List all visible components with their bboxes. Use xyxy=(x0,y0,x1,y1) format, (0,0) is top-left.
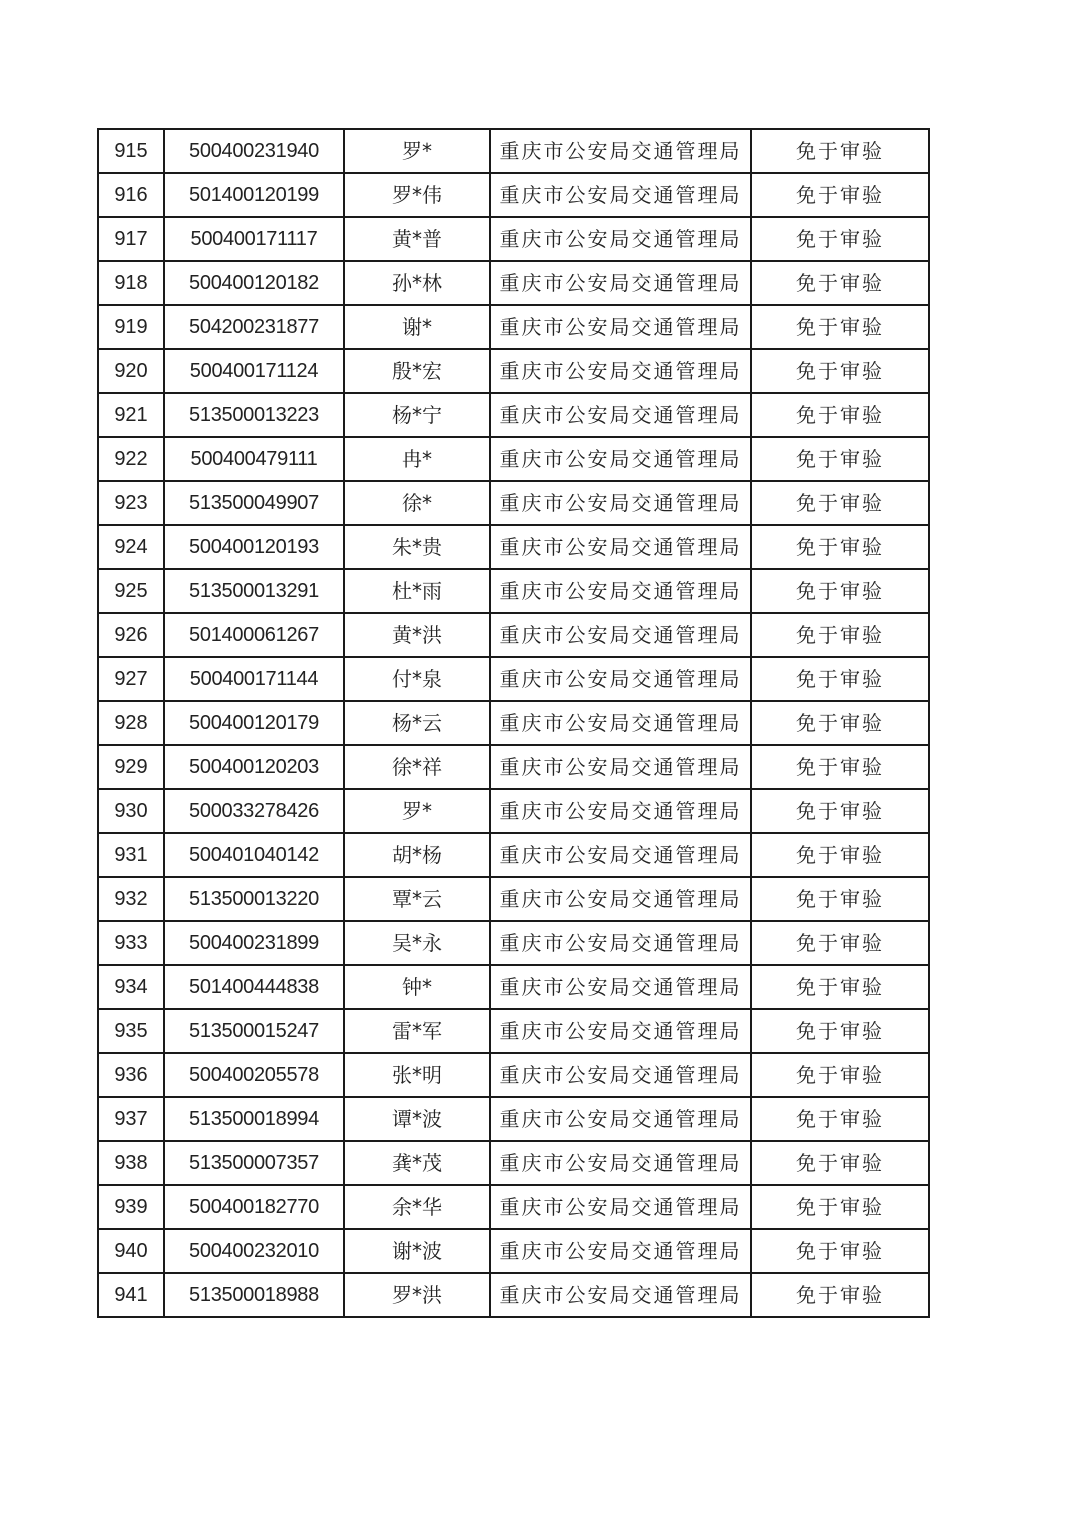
row-review-status: 免于审验 xyxy=(751,1053,929,1097)
table-row xyxy=(98,1185,929,1229)
row-sequence-number: 937 xyxy=(98,1097,164,1141)
row-issuing-authority: 重庆市公安局交通管理局 xyxy=(490,1053,751,1097)
row-certificate-number: 500400120179 xyxy=(164,701,344,745)
row-sequence-number: 941 xyxy=(98,1273,164,1317)
row-issuing-authority: 重庆市公安局交通管理局 xyxy=(490,1009,751,1053)
row-certificate-number: 500400231899 xyxy=(164,921,344,965)
row-person-name: 雷*军 xyxy=(344,1009,490,1053)
row-sequence-number: 940 xyxy=(98,1229,164,1273)
row-issuing-authority: 重庆市公安局交通管理局 xyxy=(490,349,751,393)
row-certificate-number: 500400171124 xyxy=(164,349,344,393)
row-certificate-number: 500400171117 xyxy=(164,217,344,261)
records-table xyxy=(97,128,930,1318)
row-review-status: 免于审验 xyxy=(751,173,929,217)
row-person-name: 罗* xyxy=(344,129,490,173)
row-sequence-number: 923 xyxy=(98,481,164,525)
table-row xyxy=(98,745,929,789)
table-row xyxy=(98,1141,929,1185)
table-row xyxy=(98,129,929,173)
row-person-name: 冉* xyxy=(344,437,490,481)
row-issuing-authority: 重庆市公安局交通管理局 xyxy=(490,1273,751,1317)
table-row xyxy=(98,569,929,613)
table-row xyxy=(98,1097,929,1141)
row-sequence-number: 926 xyxy=(98,613,164,657)
row-person-name: 龚*茂 xyxy=(344,1141,490,1185)
row-certificate-number: 513500013223 xyxy=(164,393,344,437)
row-issuing-authority: 重庆市公安局交通管理局 xyxy=(490,921,751,965)
row-certificate-number: 500400205578 xyxy=(164,1053,344,1097)
row-certificate-number: 504200231877 xyxy=(164,305,344,349)
row-person-name: 孙*林 xyxy=(344,261,490,305)
row-certificate-number: 500400171144 xyxy=(164,657,344,701)
row-person-name: 罗*伟 xyxy=(344,173,490,217)
row-review-status: 免于审验 xyxy=(751,921,929,965)
row-person-name: 罗* xyxy=(344,789,490,833)
row-review-status: 免于审验 xyxy=(751,349,929,393)
row-review-status: 免于审验 xyxy=(751,657,929,701)
row-certificate-number: 513500013220 xyxy=(164,877,344,921)
row-person-name: 徐*祥 xyxy=(344,745,490,789)
row-review-status: 免于审验 xyxy=(751,1185,929,1229)
row-person-name: 杜*雨 xyxy=(344,569,490,613)
table-row xyxy=(98,525,929,569)
row-person-name: 张*明 xyxy=(344,1053,490,1097)
row-issuing-authority: 重庆市公安局交通管理局 xyxy=(490,789,751,833)
row-issuing-authority: 重庆市公安局交通管理局 xyxy=(490,481,751,525)
row-person-name: 余*华 xyxy=(344,1185,490,1229)
row-sequence-number: 917 xyxy=(98,217,164,261)
row-person-name: 徐* xyxy=(344,481,490,525)
row-review-status: 免于审验 xyxy=(751,1141,929,1185)
table-row xyxy=(98,789,929,833)
row-sequence-number: 921 xyxy=(98,393,164,437)
row-sequence-number: 934 xyxy=(98,965,164,1009)
row-sequence-number: 928 xyxy=(98,701,164,745)
row-review-status: 免于审验 xyxy=(751,481,929,525)
table-row xyxy=(98,657,929,701)
row-sequence-number: 935 xyxy=(98,1009,164,1053)
row-person-name: 罗*洪 xyxy=(344,1273,490,1317)
row-certificate-number: 513500013291 xyxy=(164,569,344,613)
table-row xyxy=(98,877,929,921)
table-row xyxy=(98,173,929,217)
table-row xyxy=(98,833,929,877)
table-row xyxy=(98,305,929,349)
records-table-body xyxy=(98,129,929,1317)
row-issuing-authority: 重庆市公安局交通管理局 xyxy=(490,437,751,481)
row-issuing-authority: 重庆市公安局交通管理局 xyxy=(490,877,751,921)
row-sequence-number: 916 xyxy=(98,173,164,217)
table-row xyxy=(98,349,929,393)
row-sequence-number: 922 xyxy=(98,437,164,481)
row-certificate-number: 500400120182 xyxy=(164,261,344,305)
row-issuing-authority: 重庆市公安局交通管理局 xyxy=(490,1097,751,1141)
row-issuing-authority: 重庆市公安局交通管理局 xyxy=(490,1229,751,1273)
table-row xyxy=(98,1229,929,1273)
table-row xyxy=(98,921,929,965)
row-issuing-authority: 重庆市公安局交通管理局 xyxy=(490,1141,751,1185)
row-sequence-number: 919 xyxy=(98,305,164,349)
row-sequence-number: 915 xyxy=(98,129,164,173)
row-review-status: 免于审验 xyxy=(751,305,929,349)
row-person-name: 朱*贵 xyxy=(344,525,490,569)
row-review-status: 免于审验 xyxy=(751,789,929,833)
row-person-name: 谭*波 xyxy=(344,1097,490,1141)
row-issuing-authority: 重庆市公安局交通管理局 xyxy=(490,525,751,569)
row-issuing-authority: 重庆市公安局交通管理局 xyxy=(490,305,751,349)
row-sequence-number: 936 xyxy=(98,1053,164,1097)
row-certificate-number: 513500018994 xyxy=(164,1097,344,1141)
row-person-name: 杨*云 xyxy=(344,701,490,745)
row-review-status: 免于审验 xyxy=(751,1009,929,1053)
row-review-status: 免于审验 xyxy=(751,393,929,437)
row-issuing-authority: 重庆市公安局交通管理局 xyxy=(490,833,751,877)
row-certificate-number: 501400061267 xyxy=(164,613,344,657)
row-person-name: 黄*普 xyxy=(344,217,490,261)
row-sequence-number: 918 xyxy=(98,261,164,305)
row-review-status: 免于审验 xyxy=(751,745,929,789)
row-issuing-authority: 重庆市公安局交通管理局 xyxy=(490,173,751,217)
row-person-name: 付*泉 xyxy=(344,657,490,701)
row-sequence-number: 939 xyxy=(98,1185,164,1229)
row-issuing-authority: 重庆市公安局交通管理局 xyxy=(490,569,751,613)
table-row xyxy=(98,1273,929,1317)
row-certificate-number: 500400182770 xyxy=(164,1185,344,1229)
row-person-name: 谢* xyxy=(344,305,490,349)
row-certificate-number: 500400479111 xyxy=(164,437,344,481)
table-row xyxy=(98,217,929,261)
row-certificate-number: 500400231940 xyxy=(164,129,344,173)
row-person-name: 黄*洪 xyxy=(344,613,490,657)
row-certificate-number: 513500049907 xyxy=(164,481,344,525)
row-review-status: 免于审验 xyxy=(751,1229,929,1273)
row-person-name: 杨*宁 xyxy=(344,393,490,437)
row-issuing-authority: 重庆市公安局交通管理局 xyxy=(490,965,751,1009)
row-issuing-authority: 重庆市公安局交通管理局 xyxy=(490,129,751,173)
table-row xyxy=(98,261,929,305)
row-sequence-number: 931 xyxy=(98,833,164,877)
row-review-status: 免于审验 xyxy=(751,701,929,745)
row-review-status: 免于审验 xyxy=(751,1097,929,1141)
row-sequence-number: 929 xyxy=(98,745,164,789)
row-issuing-authority: 重庆市公安局交通管理局 xyxy=(490,217,751,261)
row-review-status: 免于审验 xyxy=(751,1273,929,1317)
row-sequence-number: 925 xyxy=(98,569,164,613)
row-issuing-authority: 重庆市公安局交通管理局 xyxy=(490,1185,751,1229)
row-issuing-authority: 重庆市公安局交通管理局 xyxy=(490,393,751,437)
row-certificate-number: 500400120193 xyxy=(164,525,344,569)
table-row xyxy=(98,437,929,481)
row-sequence-number: 927 xyxy=(98,657,164,701)
row-review-status: 免于审验 xyxy=(751,525,929,569)
table-row xyxy=(98,1009,929,1053)
row-sequence-number: 930 xyxy=(98,789,164,833)
table-row xyxy=(98,1053,929,1097)
row-person-name: 胡*杨 xyxy=(344,833,490,877)
row-review-status: 免于审验 xyxy=(751,833,929,877)
row-review-status: 免于审验 xyxy=(751,569,929,613)
row-sequence-number: 933 xyxy=(98,921,164,965)
row-review-status: 免于审验 xyxy=(751,613,929,657)
row-person-name: 吴*永 xyxy=(344,921,490,965)
row-review-status: 免于审验 xyxy=(751,965,929,1009)
row-review-status: 免于审验 xyxy=(751,261,929,305)
row-issuing-authority: 重庆市公安局交通管理局 xyxy=(490,613,751,657)
table-row xyxy=(98,613,929,657)
row-person-name: 殷*宏 xyxy=(344,349,490,393)
row-person-name: 钟* xyxy=(344,965,490,1009)
row-certificate-number: 501400444838 xyxy=(164,965,344,1009)
row-review-status: 免于审验 xyxy=(751,129,929,173)
table-row xyxy=(98,701,929,745)
row-person-name: 谢*波 xyxy=(344,1229,490,1273)
row-review-status: 免于审验 xyxy=(751,437,929,481)
row-certificate-number: 500401040142 xyxy=(164,833,344,877)
table-row xyxy=(98,481,929,525)
row-review-status: 免于审验 xyxy=(751,877,929,921)
table-row xyxy=(98,393,929,437)
row-certificate-number: 513500018988 xyxy=(164,1273,344,1317)
row-certificate-number: 500400120203 xyxy=(164,745,344,789)
row-sequence-number: 938 xyxy=(98,1141,164,1185)
row-review-status: 免于审验 xyxy=(751,217,929,261)
row-certificate-number: 500400232010 xyxy=(164,1229,344,1273)
row-certificate-number: 513500015247 xyxy=(164,1009,344,1053)
row-sequence-number: 920 xyxy=(98,349,164,393)
row-sequence-number: 924 xyxy=(98,525,164,569)
row-issuing-authority: 重庆市公安局交通管理局 xyxy=(490,701,751,745)
row-issuing-authority: 重庆市公安局交通管理局 xyxy=(490,745,751,789)
row-certificate-number: 501400120199 xyxy=(164,173,344,217)
row-sequence-number: 932 xyxy=(98,877,164,921)
row-certificate-number: 500033278426 xyxy=(164,789,344,833)
row-issuing-authority: 重庆市公安局交通管理局 xyxy=(490,657,751,701)
row-issuing-authority: 重庆市公安局交通管理局 xyxy=(490,261,751,305)
row-certificate-number: 513500007357 xyxy=(164,1141,344,1185)
table-row xyxy=(98,965,929,1009)
row-person-name: 覃*云 xyxy=(344,877,490,921)
